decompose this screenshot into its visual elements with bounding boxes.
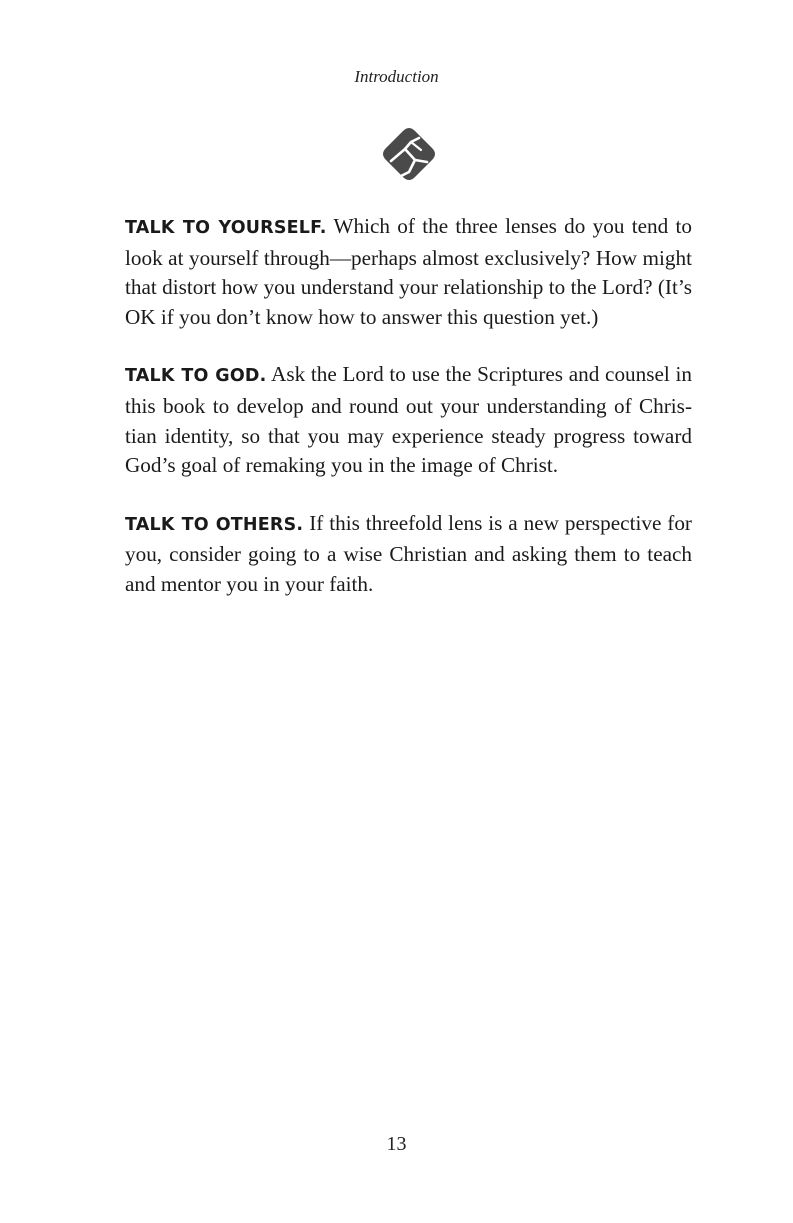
section-talk-to-god <box>125 360 692 480</box>
section-lead: TALK TO OTHERS. <box>125 514 304 535</box>
page-number: 13 <box>386 1133 407 1155</box>
running-head: Introduction <box>354 67 439 86</box>
fractured-diamond-icon <box>381 126 437 182</box>
section-text: Which of the three lenses do you tend to look at yourself through—perhaps almost exclusively? How might that distort how you understand your relationship to the Lord? (It’s OK if you don’t know how to answer this question yet.) <box>125 214 692 329</box>
content-body <box>125 212 692 628</box>
section-talk-to-others <box>125 509 692 600</box>
section-text: If this threefold lens is a new perspective for you, consider going to a wise Christian and asking them to teach and mentor you in your faith. <box>125 510 692 596</box>
section-text: Ask the Lord to use the Scriptures and counsel in this book to develop and round out your understanding of Christian identity, so that you may experience steady progress toward God’s goal of remaking you in the image of Christ. <box>125 362 692 478</box>
section-lead: TALK TO YOURSELF. <box>125 218 327 238</box>
section-talk-to-yourself <box>125 212 692 332</box>
section-lead: TALK TO GOD. <box>125 366 267 387</box>
